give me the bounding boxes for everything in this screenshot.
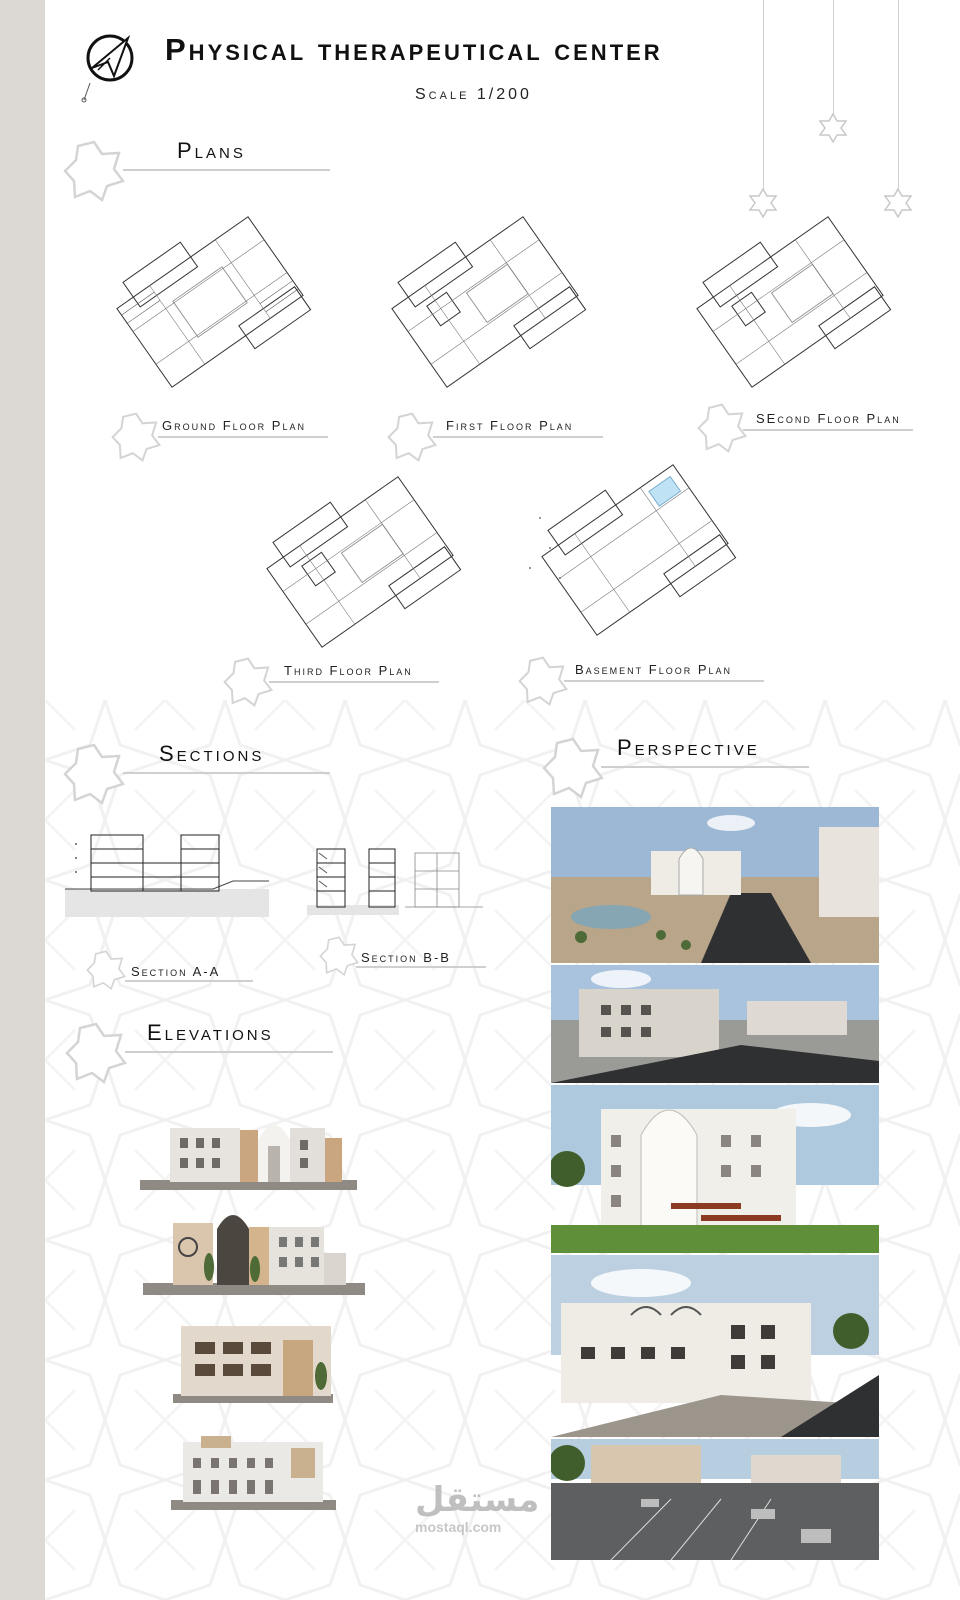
second-floor-plan-label: SEcond Floor Plan [756, 411, 901, 426]
basement-floor-plan-label: Basement Floor Plan [575, 662, 733, 677]
heading-star-icon [542, 737, 604, 799]
heading-star-icon [63, 743, 125, 805]
second-floor-plan-drawing [675, 210, 905, 390]
scale-label: Scale 1/200 [415, 86, 532, 103]
watermark-arabic: مستقل [415, 1480, 540, 1520]
caption-rule [125, 980, 253, 982]
third-floor-plan-label: Third Floor Plan [284, 663, 413, 678]
heading-star-icon [63, 140, 125, 202]
perspective-render [551, 1255, 879, 1437]
heading-rule [125, 1051, 333, 1053]
heading-rule [601, 766, 809, 768]
perspective-render [551, 807, 879, 963]
perspective-render [551, 965, 879, 1083]
pendant-string [763, 0, 764, 190]
caption-star-icon [223, 657, 273, 707]
elevations-heading: Elevations [147, 1020, 274, 1045]
caption-star-icon [319, 936, 359, 976]
ground-floor-plan-drawing [95, 210, 325, 390]
elevation-render [140, 1110, 360, 1197]
ground-floor-plan-label: Ground Floor Plan [162, 418, 306, 433]
caption-rule [356, 966, 486, 968]
section-b-b-label: Section B-B [361, 950, 451, 965]
caption-star-icon [86, 950, 126, 990]
pendant-string [898, 0, 899, 190]
caption-star-icon [697, 403, 747, 453]
section-a-a-label: Section A-A [131, 964, 221, 979]
caption-star-icon [518, 656, 568, 706]
elevation-render [171, 1428, 341, 1518]
pendant-star-icon [818, 113, 848, 143]
compass-logo-icon [80, 28, 138, 108]
section-a-a-drawing [63, 825, 273, 920]
caption-rule [158, 436, 328, 438]
first-floor-plan-label: First Floor Plan [446, 418, 574, 433]
watermark-latin: mostaql.com [415, 1519, 502, 1535]
third-floor-plan-drawing [245, 470, 475, 650]
heading-star-icon [65, 1022, 127, 1084]
caption-rule [564, 680, 764, 682]
caption-rule [743, 429, 913, 431]
left-margin-strip [0, 0, 45, 1600]
perspective-render [551, 1085, 879, 1253]
caption-star-icon [387, 412, 437, 462]
perspective-heading: Perspective [617, 735, 760, 760]
heading-rule [123, 772, 330, 774]
pendant-string [833, 0, 834, 115]
first-floor-plan-drawing [370, 210, 600, 390]
perspective-render [551, 1439, 879, 1560]
elevation-render [173, 1320, 338, 1410]
elevation-render [143, 1207, 368, 1304]
plans-heading: Plans [177, 138, 246, 163]
caption-rule [433, 436, 603, 438]
caption-rule [269, 681, 439, 683]
presentation-sheet [45, 0, 960, 1600]
caption-star-icon [111, 412, 161, 462]
basement-floor-plan-drawing [520, 458, 750, 638]
page-title: Physical therapeutical center [165, 32, 663, 67]
section-b-b-drawing [305, 843, 485, 918]
heading-rule [123, 169, 330, 171]
sections-heading: Sections [159, 741, 265, 766]
